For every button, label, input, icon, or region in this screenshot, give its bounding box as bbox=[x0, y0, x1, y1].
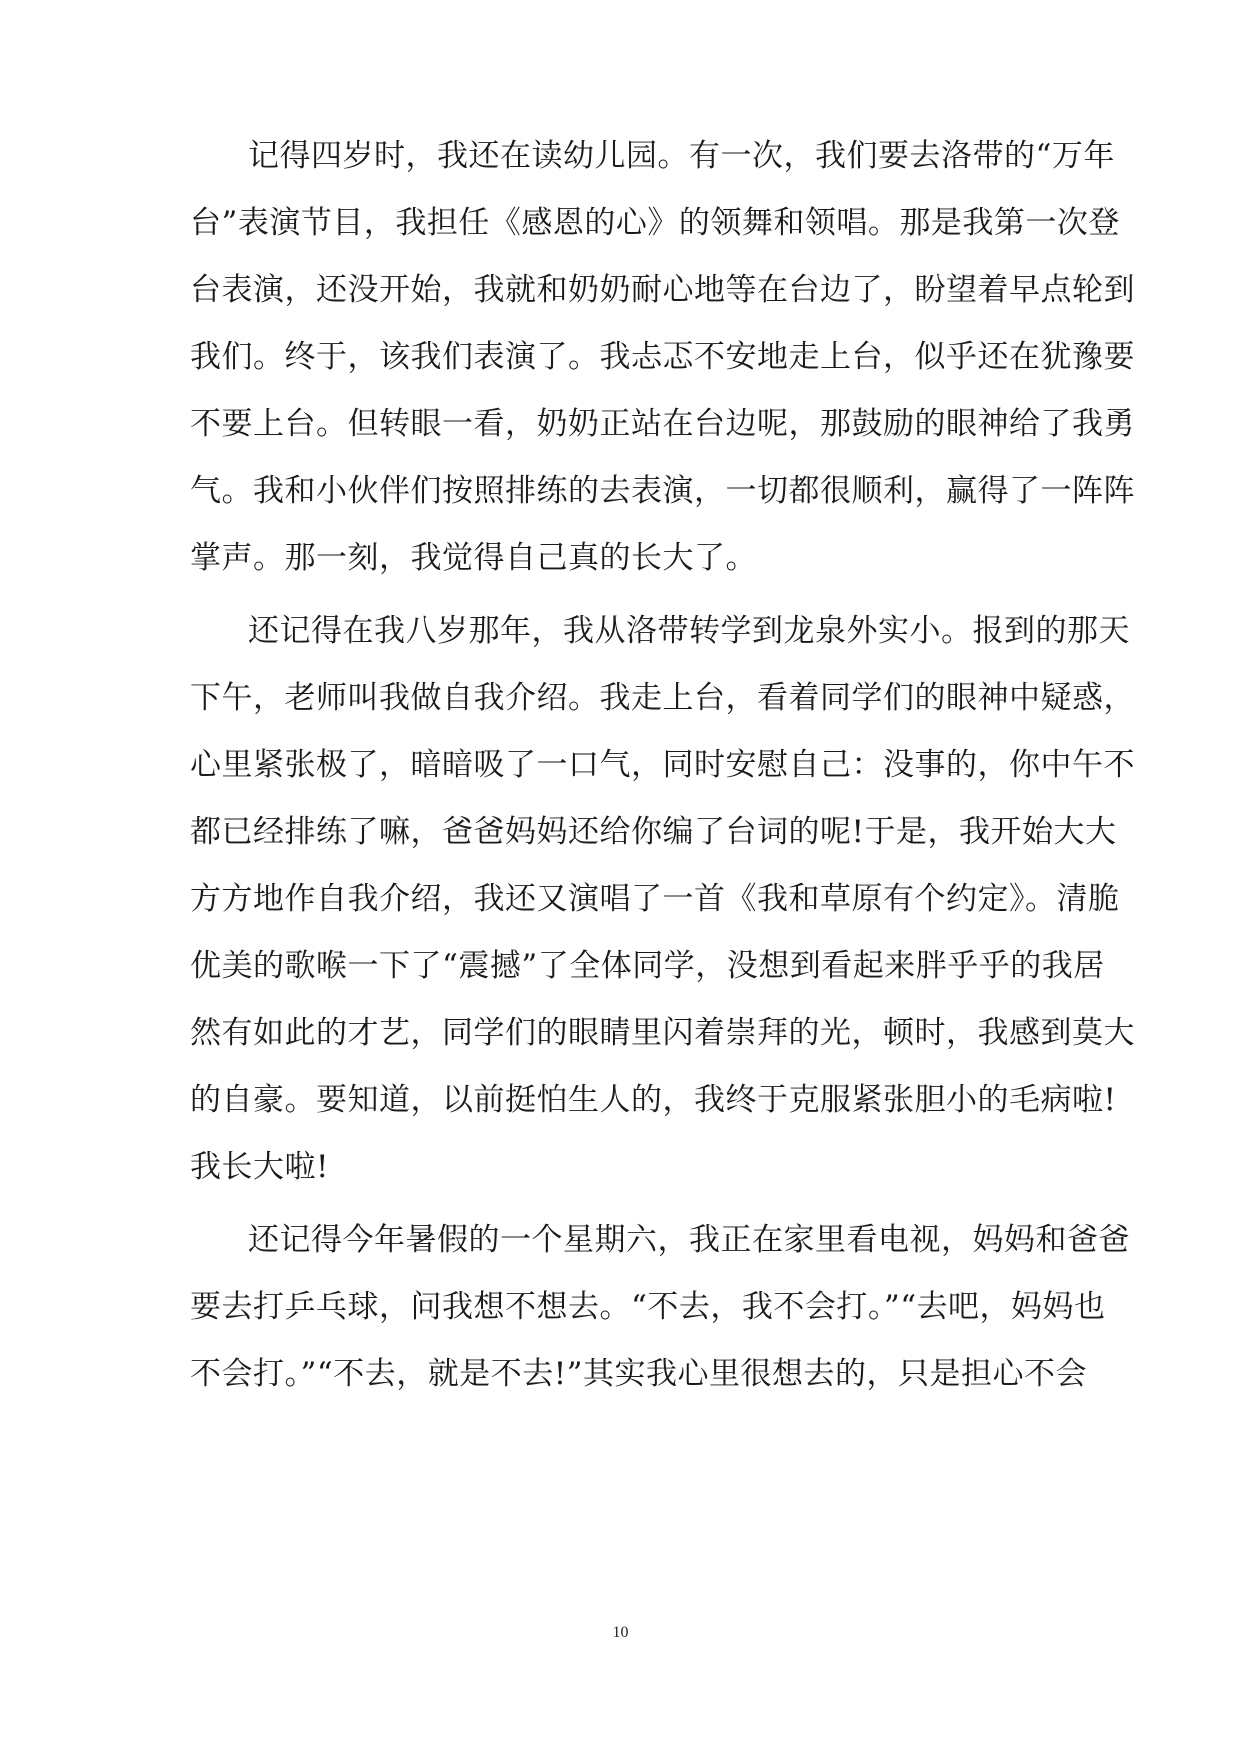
paragraph-line: 掌声。那一刻，我觉得自己真的长大了。 bbox=[190, 540, 757, 576]
paragraph-line: 不会打。”“不去，就是不去!”其实我心里很想去的，只是担心不会 bbox=[190, 1356, 1087, 1392]
paragraph-line: 台”表演节目，我担任《感恩的心》的领舞和领唱。那是我第一次登 bbox=[190, 205, 1120, 241]
paragraph-line: 气。我和小伙伴们按照排练的去表演，一切都很顺利，赢得了一阵阵 bbox=[190, 473, 1135, 509]
paragraph-line: 我们。终于，该我们表演了。我忐忑不安地走上台，似乎还在犹豫要 bbox=[190, 339, 1135, 375]
paragraph-line: 还记得在我八岁那年，我从洛带转学到龙泉外实小。报到的那天 bbox=[248, 613, 1130, 649]
paragraph-line: 我长大啦! bbox=[190, 1149, 329, 1185]
paragraph-line: 台表演，还没开始，我就和奶奶耐心地等在台边了，盼望着早点轮到 bbox=[190, 272, 1135, 308]
paragraph-line: 的自豪。要知道，以前挺怕生人的，我终于克服紧张胆小的毛病啦! bbox=[190, 1082, 1117, 1118]
paragraph-line: 要去打乒乓球，问我想不想去。“不去，我不会打。”“去吧，妈妈也 bbox=[190, 1289, 1106, 1325]
paragraph-line: 下午，老师叫我做自我介绍。我走上台，看着同学们的眼神中疑惑， bbox=[190, 680, 1135, 716]
page-number: 10 bbox=[612, 1624, 629, 1641]
paragraph-line: 都已经排练了嘛，爸爸妈妈还给你编了台词的呢!于是，我开始大大 bbox=[190, 814, 1117, 850]
paragraph-line: 心里紧张极了，暗暗吸了一口气，同时安慰自己：没事的，你中午不 bbox=[190, 747, 1135, 783]
paragraph-line: 优美的歌喉一下了“震撼”了全体同学，没想到看起来胖乎乎的我居 bbox=[190, 948, 1105, 984]
paragraph-line: 不要上台。但转眼一看，奶奶正站在台边呢，那鼓励的眼神给了我勇 bbox=[190, 406, 1135, 442]
paragraph-line: 方方地作自我介绍，我还又演唱了一首《我和草原有个约定》。清脆 bbox=[190, 881, 1120, 917]
paragraph-line: 记得四岁时，我还在读幼儿园。有一次，我们要去洛带的“万年 bbox=[248, 138, 1115, 174]
paragraph-line: 还记得今年暑假的一个星期六，我正在家里看电视，妈妈和爸爸 bbox=[248, 1222, 1130, 1258]
paragraph-line: 然有如此的才艺，同学们的眼睛里闪着崇拜的光，顿时，我感到莫大 bbox=[190, 1015, 1135, 1051]
